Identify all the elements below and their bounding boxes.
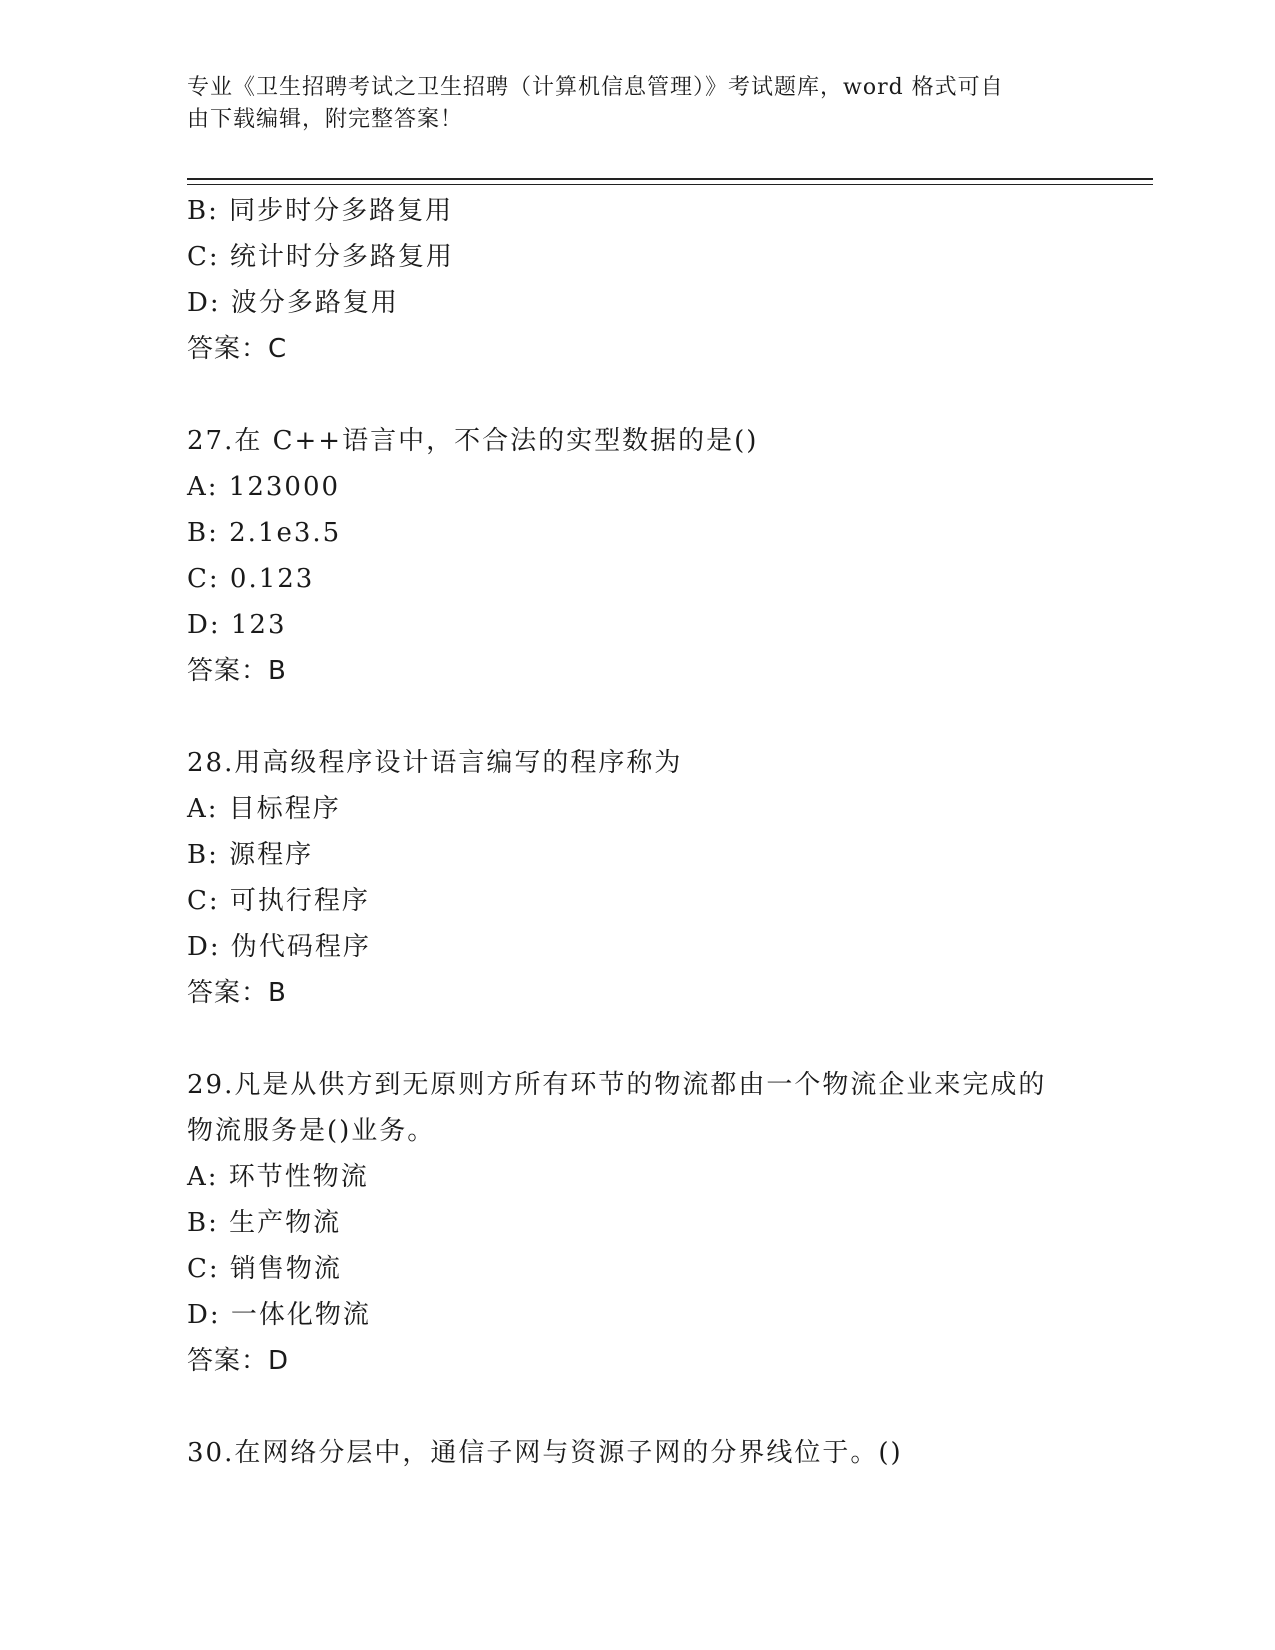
question-30	[187, 1430, 1087, 1476]
option-a: A: 环节性物流	[187, 1162, 369, 1192]
option-c: C: 可执行程序	[187, 886, 370, 916]
header-line-1: 专业《卫生招聘考试之卫生招聘（计算机信息管理）》考试题库，word 格式可自	[187, 75, 1004, 100]
answer: 答案：B	[187, 978, 287, 1008]
spacer	[187, 1384, 1087, 1430]
question-27	[187, 418, 1087, 694]
question-29	[187, 1062, 1087, 1384]
answer: 答案：C	[187, 334, 288, 364]
option-d: D: 伪代码程序	[187, 932, 371, 962]
spacer	[187, 1016, 1087, 1062]
question-stem: 28.用高级程序设计语言编写的程序称为	[187, 748, 683, 778]
option-c: C: 销售物流	[187, 1254, 342, 1284]
header-rule-thin	[187, 184, 1153, 185]
header-line-2: 由下载编辑，附完整答案！	[187, 107, 464, 132]
question-stem: 27.在 C++语言中，不合法的实型数据的是()	[187, 426, 759, 456]
spacer	[187, 372, 1087, 418]
question-26	[187, 188, 1087, 372]
option-b: B: 2.1e3.5	[187, 518, 342, 548]
option-b: B: 生产物流	[187, 1208, 342, 1238]
question-28	[187, 740, 1087, 1016]
document-header	[187, 72, 1067, 136]
option-c: C: 统计时分多路复用	[187, 242, 454, 272]
option-d: D: 波分多路复用	[187, 288, 399, 318]
option-c: C: 0.123	[187, 564, 315, 594]
question-stem-line-2: 物流服务是()业务。	[187, 1116, 436, 1146]
header-rule-thick	[187, 178, 1153, 180]
answer: 答案：D	[187, 1346, 290, 1376]
option-a: A: 123000	[187, 472, 341, 502]
question-stem: 30.在网络分层中，通信子网与资源子网的分界线位于。()	[187, 1438, 903, 1468]
option-a: A: 目标程序	[187, 794, 341, 824]
question-stem-line-1: 29.凡是从供方到无原则方所有环节的物流都由一个物流企业来完成的	[187, 1070, 1047, 1100]
option-b: B: 源程序	[187, 840, 314, 870]
option-b: B: 同步时分多路复用	[187, 196, 454, 226]
option-d: D: 一体化物流	[187, 1300, 371, 1330]
spacer	[187, 694, 1087, 740]
question-list	[187, 188, 1087, 1476]
answer: 答案：B	[187, 656, 287, 686]
option-d: D: 123	[187, 610, 287, 640]
